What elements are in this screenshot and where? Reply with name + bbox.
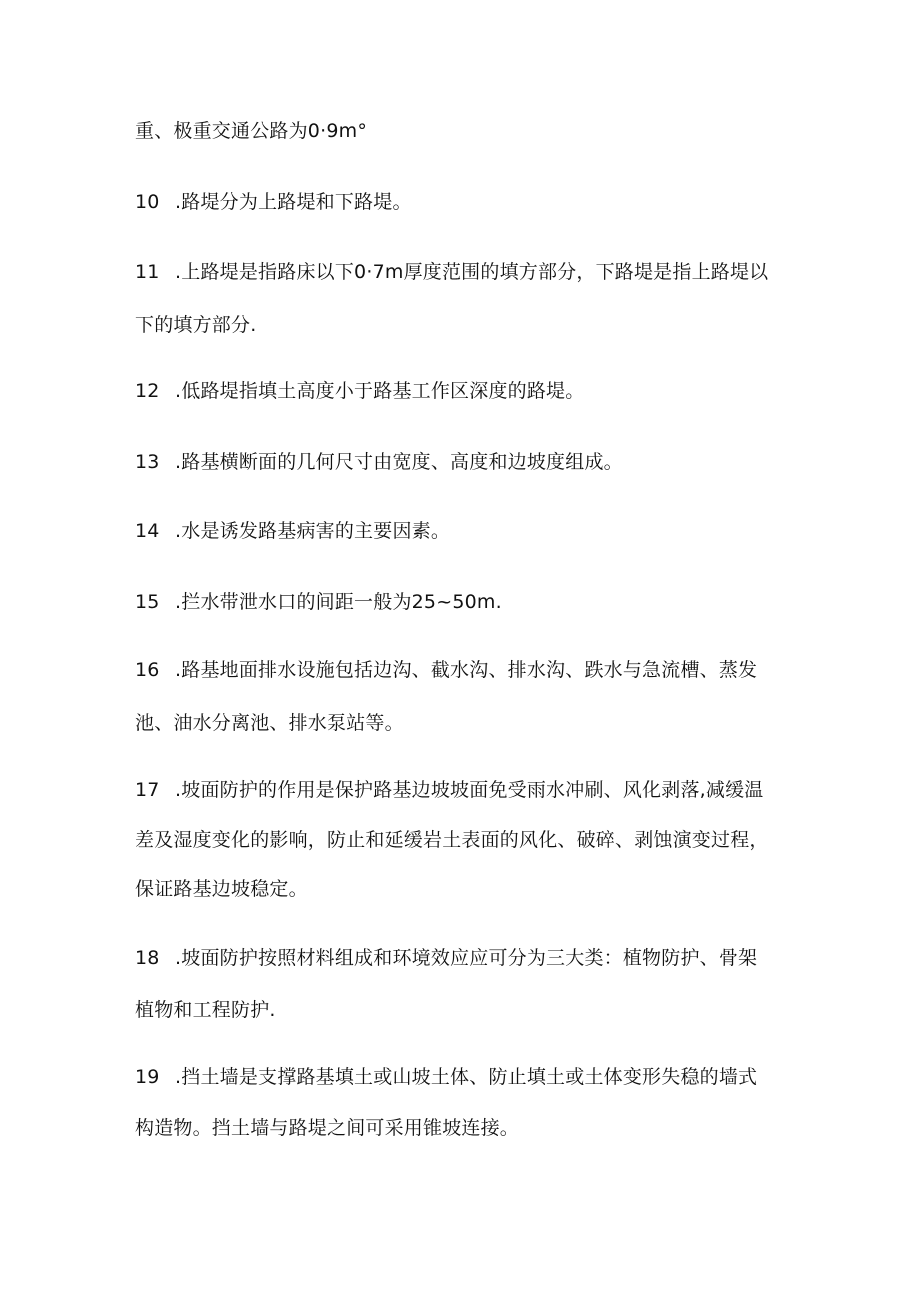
item-11-line-1 <box>135 260 768 284</box>
item-16-line-1 <box>135 658 757 682</box>
item-text: 池、油水分离池、排水泵站等。 <box>135 712 404 734</box>
item-18-line-1 <box>135 946 757 970</box>
item-19-line-2 <box>135 1116 519 1140</box>
item-text: .拦水带泄水口的间距一般为25~50m. <box>175 591 502 613</box>
item-text: .坡面防护按照材料组成和环境效应应可分为三大类：植物防护、骨架 <box>175 947 758 969</box>
item-11-line-2 <box>135 313 256 337</box>
item-text: .路堤分为上路堤和下路堤。 <box>175 191 412 213</box>
item-number: 19 <box>135 1066 160 1088</box>
item-text: 下的填方部分. <box>135 314 257 336</box>
item-17-line-1 <box>135 778 763 802</box>
item-text: .路基横断面的几何尺寸由宽度、高度和边坡度组成。 <box>175 451 623 473</box>
item-15-line-1 <box>135 590 502 614</box>
item-text: .水是诱发路基病害的主要因素。 <box>175 520 451 542</box>
item-number: 16 <box>135 659 160 681</box>
item-text: .坡面防护的作用是保护路基边坡坡面免受雨水冲刷、风化剥落,减缓温 <box>175 779 764 801</box>
item-number: 15 <box>135 591 160 613</box>
item-text: 植物和工程防护. <box>135 999 276 1021</box>
item-number: 10 <box>135 191 160 213</box>
item-17-line-3 <box>135 877 308 901</box>
item-text: 构造物。挡土墙与路堤之间可采用锥坡连接。 <box>135 1117 520 1139</box>
item-19-line-1 <box>135 1065 757 1089</box>
item-number: 12 <box>135 380 160 402</box>
item-13-line-1 <box>135 450 623 474</box>
item-number: 13 <box>135 451 160 473</box>
item-17-line-2 <box>135 828 769 852</box>
item-text: 差及湿度变化的影响，防止和延缓岩土表面的风化、破碎、剥蚀演变过程， <box>135 829 769 851</box>
item-16-line-2 <box>135 711 404 735</box>
item-number: 14 <box>135 520 160 542</box>
item-10-line-1 <box>135 190 412 214</box>
continuation-line <box>135 119 367 143</box>
item-text: .挡土墙是支撑路基填土或山坡土体、防止填土或土体变形失稳的墙式 <box>175 1066 758 1088</box>
item-text: .路基地面排水设施包括边沟、截水沟、排水沟、跌水与急流槽、蒸发 <box>175 659 758 681</box>
item-text: .低路堤指填土高度小于路基工作区深度的路堤。 <box>175 380 585 402</box>
item-number: 18 <box>135 947 160 969</box>
item-number: 11 <box>135 261 160 283</box>
item-text: .上路堤是指路床以下0·7m厚度范围的填方部分，下路堤是指上路堤以 <box>175 261 769 283</box>
item-text: 保证路基边坡稳定。 <box>135 878 308 900</box>
item-number: 17 <box>135 779 160 801</box>
item-12-line-1 <box>135 379 584 403</box>
continuation-text: 重、极重交通公路为0·9m° <box>135 120 368 142</box>
item-14-line-1 <box>135 519 450 543</box>
item-18-line-2 <box>135 998 276 1022</box>
